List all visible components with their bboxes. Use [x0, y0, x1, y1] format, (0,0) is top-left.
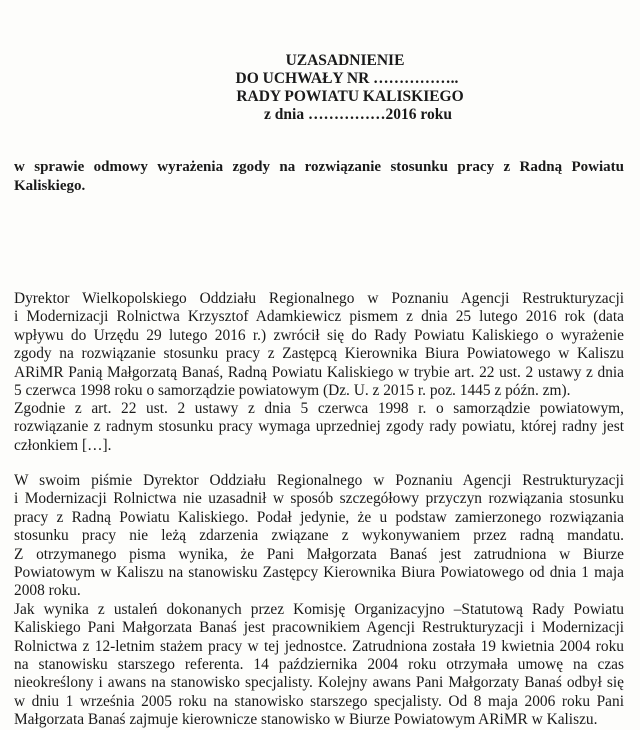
text-line: rozwiązanie z radnym stosunku pracy wymaga uprzedniej zgody rady powiatu, której radny jest [14, 418, 624, 436]
text-line: Rolnictwa z 12-letnim stażem pracy w tej jednostce. Zatrudniona została 19 kwietnia 2004 roku [14, 637, 624, 655]
text-line: pracy z Radną Powiatu Kaliskiego. Podał jedynie, że u podstaw zamierzonego rozwiązania [14, 508, 624, 526]
text-line: 5 czerwca 1998 roku o samorządzie powiatowym (Dz. U. z 2015 r. poz. 1445 z późn. zm). [14, 382, 571, 400]
text-line: Małgorzata Banaś zajmuje kierownicze stanowisko w Biurze Powiatowym ARiMR w Kaliszu. [14, 711, 598, 729]
text-line: Dyrektor Wielkopolskiego Oddziału Regionalnego w Poznaniu Agencji Restrukturyzacji [14, 290, 624, 307]
text-line: Kaliskiego Pani Małgorzata Banaś jest pracownikiem Agencji Restrukturyzacji i Modernizacji [14, 619, 624, 637]
text-line: na stanowisku starszego referenta. 14 października 2004 roku otrzymała umowę na czas [14, 656, 624, 674]
text-line: w dniu 1 września 2005 roku na stanowisko starszego specjalisty. Od 8 maja 2006 roku Pani [14, 692, 624, 710]
text-line: zgody na rozwiązanie stosunku pracy z Zastępcą Kierownika Biura Powiatowego w Kaliszu [14, 345, 624, 363]
text-line: W swoim piśmie Dyrektor Oddziału Regionalnego w Poznaniu Agencji Restrukturyzacji [14, 472, 624, 489]
resolution-date: z dnia ……………2016 roku [264, 106, 452, 123]
text-line: Z otrzymanego pisma wynika, że Pani Małgorzata Banaś jest zatrudniona w Biurze [14, 545, 624, 563]
text-line: członkiem […]. [14, 436, 112, 454]
text-line: stosunku pracy nie leżą zdarzenia związane z wykonywaniem przez radną mandatu. [14, 527, 624, 545]
text-line: i Modernizacji Rolnictwa nie uzasadnił w sposób szczegółowy przyczyn rozwiązania stosunku [14, 490, 624, 508]
paragraph-legal-basis [14, 400, 624, 455]
text-line: Powiatowym w Kaliszu na stanowisku Zastępcy Kierownika Biura Powiatowego od dnia 1 maja [14, 564, 624, 582]
document-subject: w sprawie odmowy wyrażenia zgody na rozwiązanie stosunku pracy z Radną Powiatu Kaliskiego. [14, 159, 624, 194]
text-line: wpływu do Urzędu 29 lutego 2016 r.) zwrócił się do Rady Powiatu Kaliskiego o wyrażenie [14, 326, 624, 344]
council-name: RADY POWIATU KALISKIEGO [236, 88, 464, 105]
text-line: 2008 roku. [14, 582, 81, 600]
text-line: nieokreślony i awans na stanowisko specjalisty. Kolejny awans Pani Małgorzaty Banaś odbył się [14, 674, 624, 692]
text-line: Zgodnie z art. 22 ust. 2 ustawy z dnia 5 czerwca 1998 r. o samorządzie powiatowym, [14, 400, 624, 417]
paragraph-justification [14, 472, 624, 730]
text-line: Jak wynika z ustaleń dokonanych przez Komisję Organizacyjno –Statutową Rady Powiatu [14, 600, 624, 618]
document-header [0, 52, 640, 124]
document-title: UZASADNIENIE [285, 52, 405, 69]
text-line: i Modernizacji Rolnictwa Krzysztof Adamkiewicz pismem z dnia 25 lutego 2016 rok (data [14, 308, 624, 326]
paragraph-request [14, 290, 624, 400]
resolution-number: DO UCHWAŁY NR …………….. [235, 70, 459, 87]
text-line: ARiMR Panią Małgorzatą Banaś, Radną Powiatu Kaliskiego w trybie art. 22 ust. 2 ustawy z dnia [14, 363, 624, 381]
